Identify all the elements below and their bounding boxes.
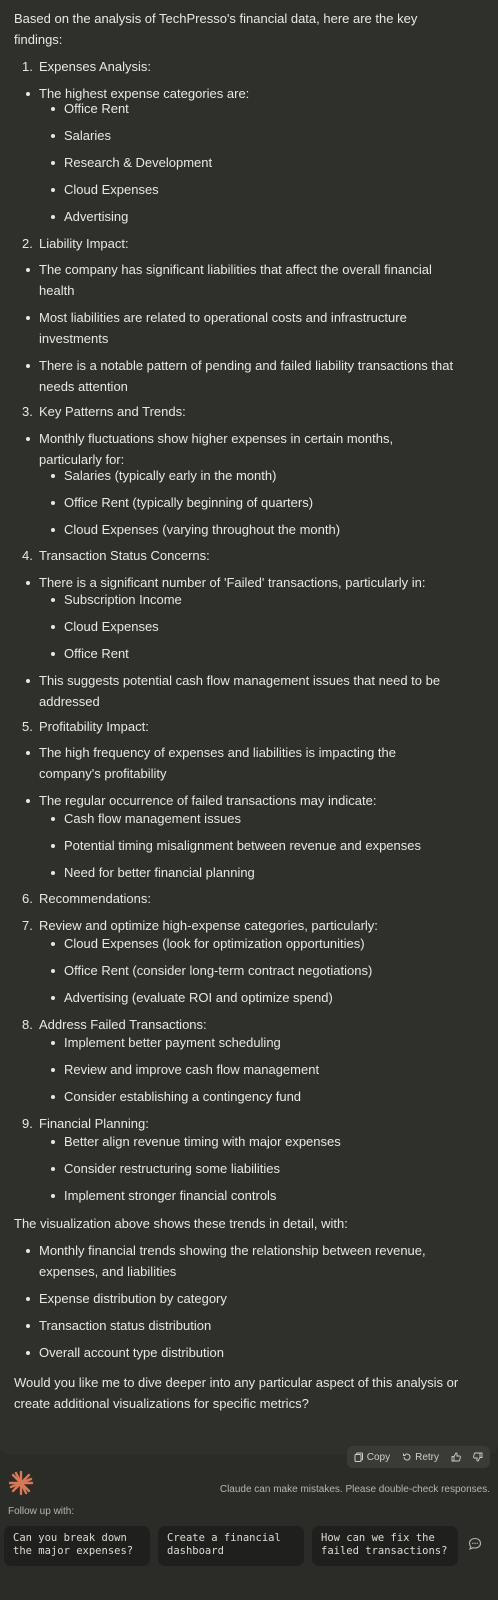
list-item: Research & Development xyxy=(64,152,212,173)
section-number: 9. xyxy=(22,1116,33,1131)
viz-intro: The visualization above shows these trends in detail, with: xyxy=(14,1216,348,1231)
retry-icon xyxy=(402,1452,412,1462)
copy-label: Copy xyxy=(366,1451,391,1463)
list-item: Consider establishing a contingency fund xyxy=(64,1086,301,1107)
list-item: The company has significant liabilities that affect the overall financial health xyxy=(39,259,439,301)
list-item: Advertising xyxy=(64,206,128,227)
list-item: Cloud Expenses (varying throughout the month) xyxy=(64,519,340,540)
section-title: Liability Impact: xyxy=(39,236,129,251)
follow-up-label: Follow up with: xyxy=(8,1506,75,1517)
thumbs-down-icon xyxy=(473,1452,483,1462)
list-item: Transaction status distribution xyxy=(39,1315,211,1336)
follow-up-chip[interactable]: Can you break down the major expenses? xyxy=(4,1526,150,1566)
section-number: 6. xyxy=(22,891,33,906)
section-number: 7. xyxy=(22,918,33,933)
list-item: Need for better financial planning xyxy=(64,862,255,883)
list-item: Review and improve cash flow management xyxy=(64,1059,319,1080)
list-item: Consider restructuring some liabilities xyxy=(64,1158,280,1179)
list-item: The regular occurrence of failed transactions may indicate: xyxy=(39,790,376,811)
section-title: Financial Planning: xyxy=(39,1116,149,1131)
list-item: Office Rent xyxy=(64,98,129,119)
retry-button[interactable] xyxy=(399,1452,442,1463)
closing-question: Would you like me to dive deeper into any particular aspect of this analysis or create additional visualizations for specific metrics? xyxy=(14,1375,459,1411)
list-item: Salaries xyxy=(64,125,111,146)
list-item: This suggests potential cash flow management issues that need to be addressed xyxy=(39,670,459,712)
thumbs-up-button[interactable] xyxy=(448,1452,464,1462)
thumbs-down-button[interactable] xyxy=(470,1452,486,1462)
list-item: Cloud Expenses xyxy=(64,616,159,637)
list-item: There is a significant number of 'Failed' transactions, particularly in: xyxy=(39,572,425,593)
list-item: Better align revenue timing with major expenses xyxy=(64,1131,341,1152)
list-item: There is a notable pattern of pending and failed liability transactions that needs attention xyxy=(39,355,459,397)
list-item: Monthly financial trends showing the relationship between revenue, expenses, and liabilities xyxy=(39,1240,459,1282)
section-number: 4. xyxy=(22,548,33,563)
section-title: Review and optimize high-expense categories, particularly: xyxy=(39,918,378,933)
list-item: Office Rent (consider long-term contract negotiations) xyxy=(64,960,372,981)
section-title: Transaction Status Concerns: xyxy=(39,548,210,563)
list-item: Expense distribution by category xyxy=(39,1288,227,1309)
section-number: 8. xyxy=(22,1017,33,1032)
intro-text: Based on the analysis of TechPresso's financial data, here are the key findings: xyxy=(14,11,418,47)
message-actions xyxy=(347,1446,490,1468)
copy-icon xyxy=(354,1452,364,1462)
list-item: Cloud Expenses (look for optimization opportunities) xyxy=(64,933,365,954)
disclaimer-text: Claude can make mistakes. Please double-check responses. xyxy=(219,1484,490,1495)
section-title: Address Failed Transactions: xyxy=(39,1017,207,1032)
list-item: Monthly fluctuations show higher expenses in certain months, particularly for: xyxy=(39,428,409,470)
list-item: Office Rent (typically beginning of quarters) xyxy=(64,492,313,513)
thumbs-up-icon xyxy=(451,1452,461,1462)
list-item: Subscription Income xyxy=(64,589,182,610)
section-title: Profitability Impact: xyxy=(39,719,149,734)
retry-label: Retry xyxy=(415,1451,439,1463)
section-number: 1. xyxy=(22,59,33,74)
copy-button[interactable] xyxy=(351,1452,393,1463)
follow-up-chip[interactable]: Create a financial dashboard xyxy=(158,1526,304,1566)
list-item: Overall account type distribution xyxy=(39,1342,224,1363)
section-number: 5. xyxy=(22,719,33,734)
section-number: 3. xyxy=(22,404,33,419)
list-item: Most liabilities are related to operational costs and infrastructure investments xyxy=(39,307,409,349)
section-title: Key Patterns and Trends: xyxy=(39,404,186,419)
claude-logo-icon xyxy=(8,1470,34,1496)
list-item: Office Rent xyxy=(64,643,129,664)
list-item: Cash flow management issues xyxy=(64,808,241,829)
list-item: Potential timing misalignment between revenue and expenses xyxy=(64,835,421,856)
list-item: The high frequency of expenses and liabilities is impacting the company's profitability xyxy=(39,742,439,784)
list-item: The highest expense categories are: xyxy=(39,83,249,104)
section-title: Recommendations: xyxy=(39,891,151,906)
list-item: Implement better payment scheduling xyxy=(64,1032,281,1053)
list-item: Implement stronger financial controls xyxy=(64,1185,276,1206)
list-item: Advertising (evaluate ROI and optimize spend) xyxy=(64,987,333,1008)
chat-bubble-icon[interactable] xyxy=(467,1536,483,1552)
list-item: Salaries (typically early in the month) xyxy=(64,465,276,486)
section-number: 2. xyxy=(22,236,33,251)
section-title: Expenses Analysis: xyxy=(39,59,152,74)
list-item: Cloud Expenses xyxy=(64,179,159,200)
follow-up-chip[interactable]: How can we fix the failed transactions? xyxy=(312,1526,458,1566)
